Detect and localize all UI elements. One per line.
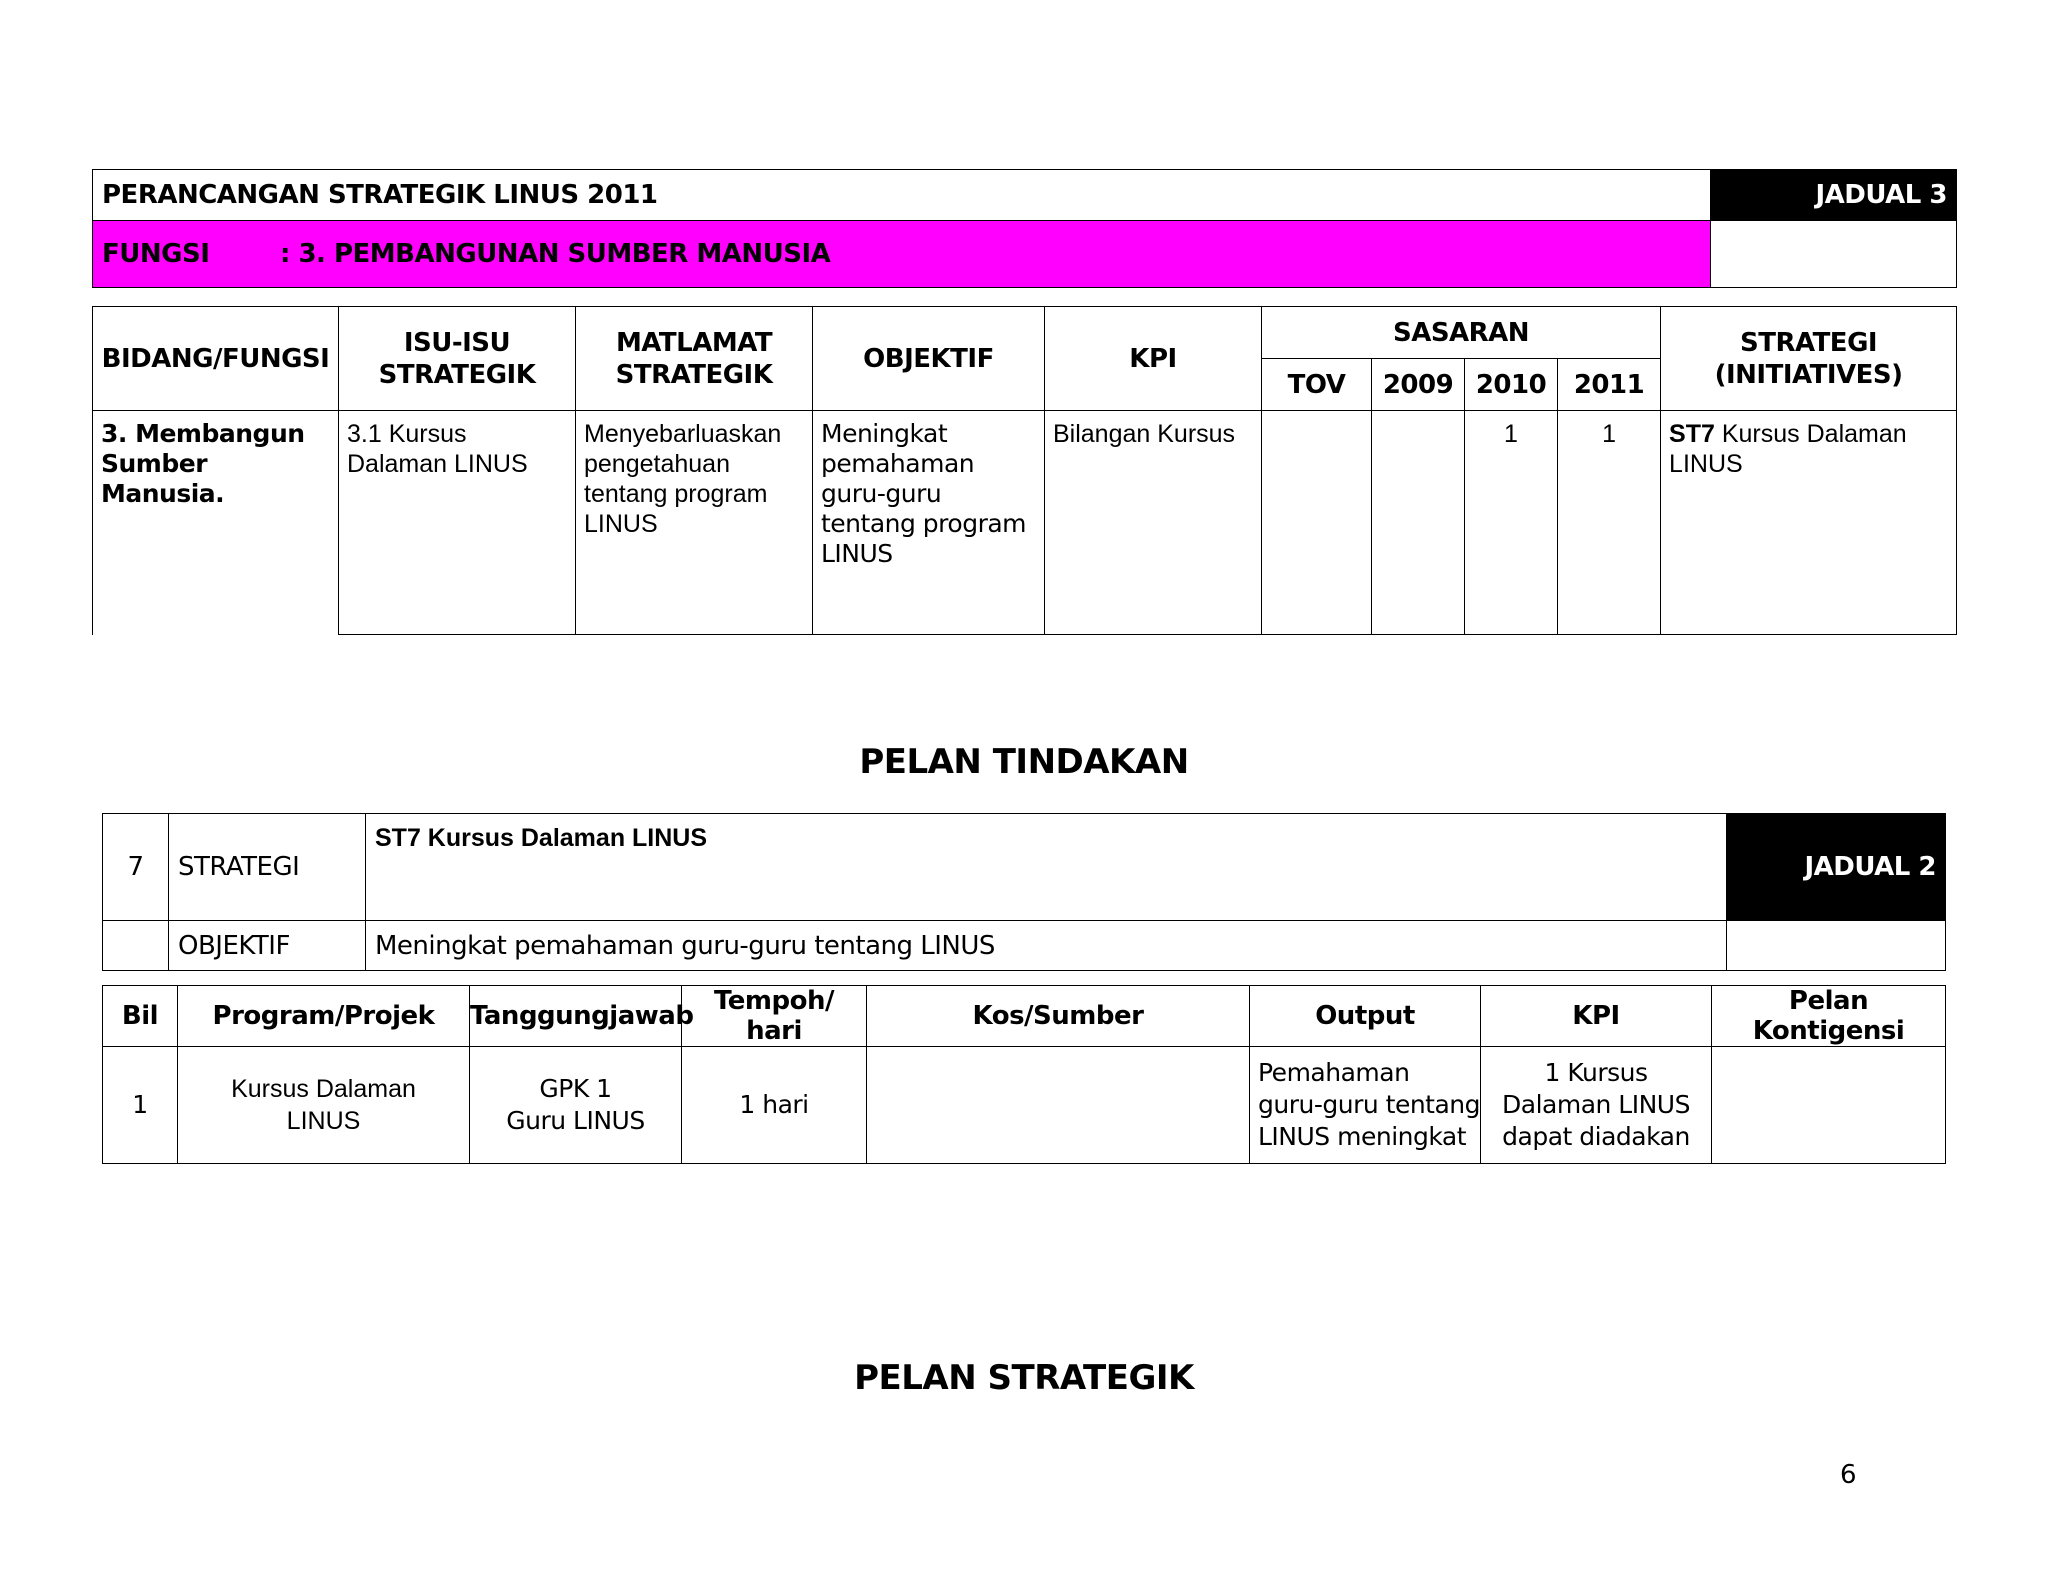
cell-isu: 3.1 Kursus Dalaman LINUS — [339, 411, 576, 635]
tanggungjawab-line-2: Guru LINUS — [506, 1106, 645, 1135]
cell-bil: 1 — [103, 1047, 178, 1164]
cell-kpi: Bilangan Kursus — [1045, 411, 1262, 635]
cell-kos — [867, 1047, 1250, 1164]
cell-2010: 1 — [1465, 411, 1558, 635]
cell-matlamat: Menyebarluaskan pengetahuan tentang program LINUS — [576, 411, 813, 635]
tanggungjawab-line-1: GPK 1 — [539, 1074, 612, 1103]
col-sasaran: SASARAN — [1262, 307, 1661, 359]
strategi-value: ST7 Kursus Dalaman LINUS — [366, 814, 1727, 921]
col-output: Output — [1250, 986, 1481, 1047]
empty-cell — [103, 921, 169, 971]
cell-program: Kursus Dalaman LINUS — [178, 1047, 470, 1164]
fungsi-row — [93, 221, 1711, 288]
cell-tempoh: 1 hari — [682, 1047, 867, 1164]
cell-kpi: 1 Kursus Dalaman LINUS dapat diadakan — [1481, 1047, 1712, 1164]
strategi-text: Kursus Dalaman LINUS — [1669, 420, 1907, 478]
jadual-2-badge: JADUAL 2 — [1727, 814, 1946, 921]
col-tempoh: Tempoh/ hari — [682, 986, 867, 1047]
jadual-badge: JADUAL 3 — [1711, 170, 1957, 221]
col-objektif: OBJEKTIF — [813, 307, 1045, 411]
col-bil: Bil — [103, 986, 178, 1047]
pelan-tindakan-title: PELAN TINDAKAN — [859, 742, 1189, 782]
col-kos: Kos/Sumber — [867, 986, 1250, 1047]
cell-objektif: Meningkat pemahaman guru-guru tentang program LINUS — [813, 411, 1045, 635]
cell-tov — [1262, 411, 1372, 635]
cell-2011: 1 — [1558, 411, 1661, 635]
empty-cell — [1727, 921, 1946, 971]
col-2011: 2011 — [1558, 359, 1661, 411]
col-bidang: BIDANG/FUNGSI — [93, 307, 339, 411]
col-2009: 2009 — [1372, 359, 1465, 411]
program-table — [102, 985, 1946, 1164]
objektif-value: Meningkat pemahaman guru-guru tentang LINUS — [366, 921, 1727, 971]
cell-2009 — [1372, 411, 1465, 635]
page-number: 6 — [1840, 1460, 1857, 1490]
strategy-number: 7 — [103, 814, 169, 921]
col-kpi: KPI — [1481, 986, 1712, 1047]
table-row — [103, 1047, 1946, 1164]
empty-cell — [1711, 221, 1957, 288]
header-table — [92, 169, 1957, 288]
col-strategi: STRATEGI (INITIATIVES) — [1661, 307, 1957, 411]
col-2010: 2010 — [1465, 359, 1558, 411]
fungsi-value: : 3. PEMBANGUNAN SUMBER MANUSIA — [280, 239, 831, 269]
strategic-table — [92, 306, 1957, 635]
col-isu: ISU-ISU STRATEGIK — [339, 307, 576, 411]
fungsi-label: FUNGSI — [102, 239, 210, 269]
cell-strategi — [1661, 411, 1957, 635]
cell-pelan-kontigensi — [1712, 1047, 1946, 1164]
objektif-label: OBJEKTIF — [169, 921, 366, 971]
pelan-strategik-title: PELAN STRATEGIK — [854, 1358, 1194, 1398]
col-tanggungjawab: Tanggungjawab — [470, 986, 682, 1047]
table-row — [93, 411, 1957, 635]
cell-tanggungjawab — [470, 1047, 682, 1164]
col-tov: TOV — [1262, 359, 1372, 411]
col-matlamat: MATLAMAT STRATEGIK — [576, 307, 813, 411]
col-kpi: KPI — [1045, 307, 1262, 411]
col-program: Program/Projek — [178, 986, 470, 1047]
document-title: PERANCANGAN STRATEGIK LINUS 2011 — [93, 170, 1711, 221]
strategi-code: ST7 — [1669, 420, 1715, 448]
col-pelan-kontigensi: Pelan Kontigensi — [1712, 986, 1946, 1047]
cell-output: Pemahaman guru-guru tentang LINUS meningkat — [1250, 1047, 1481, 1164]
action-plan-header — [102, 813, 1946, 971]
strategi-label: STRATEGI — [169, 814, 366, 921]
cell-bidang: 3. Membangun Sumber Manusia. — [93, 411, 339, 635]
